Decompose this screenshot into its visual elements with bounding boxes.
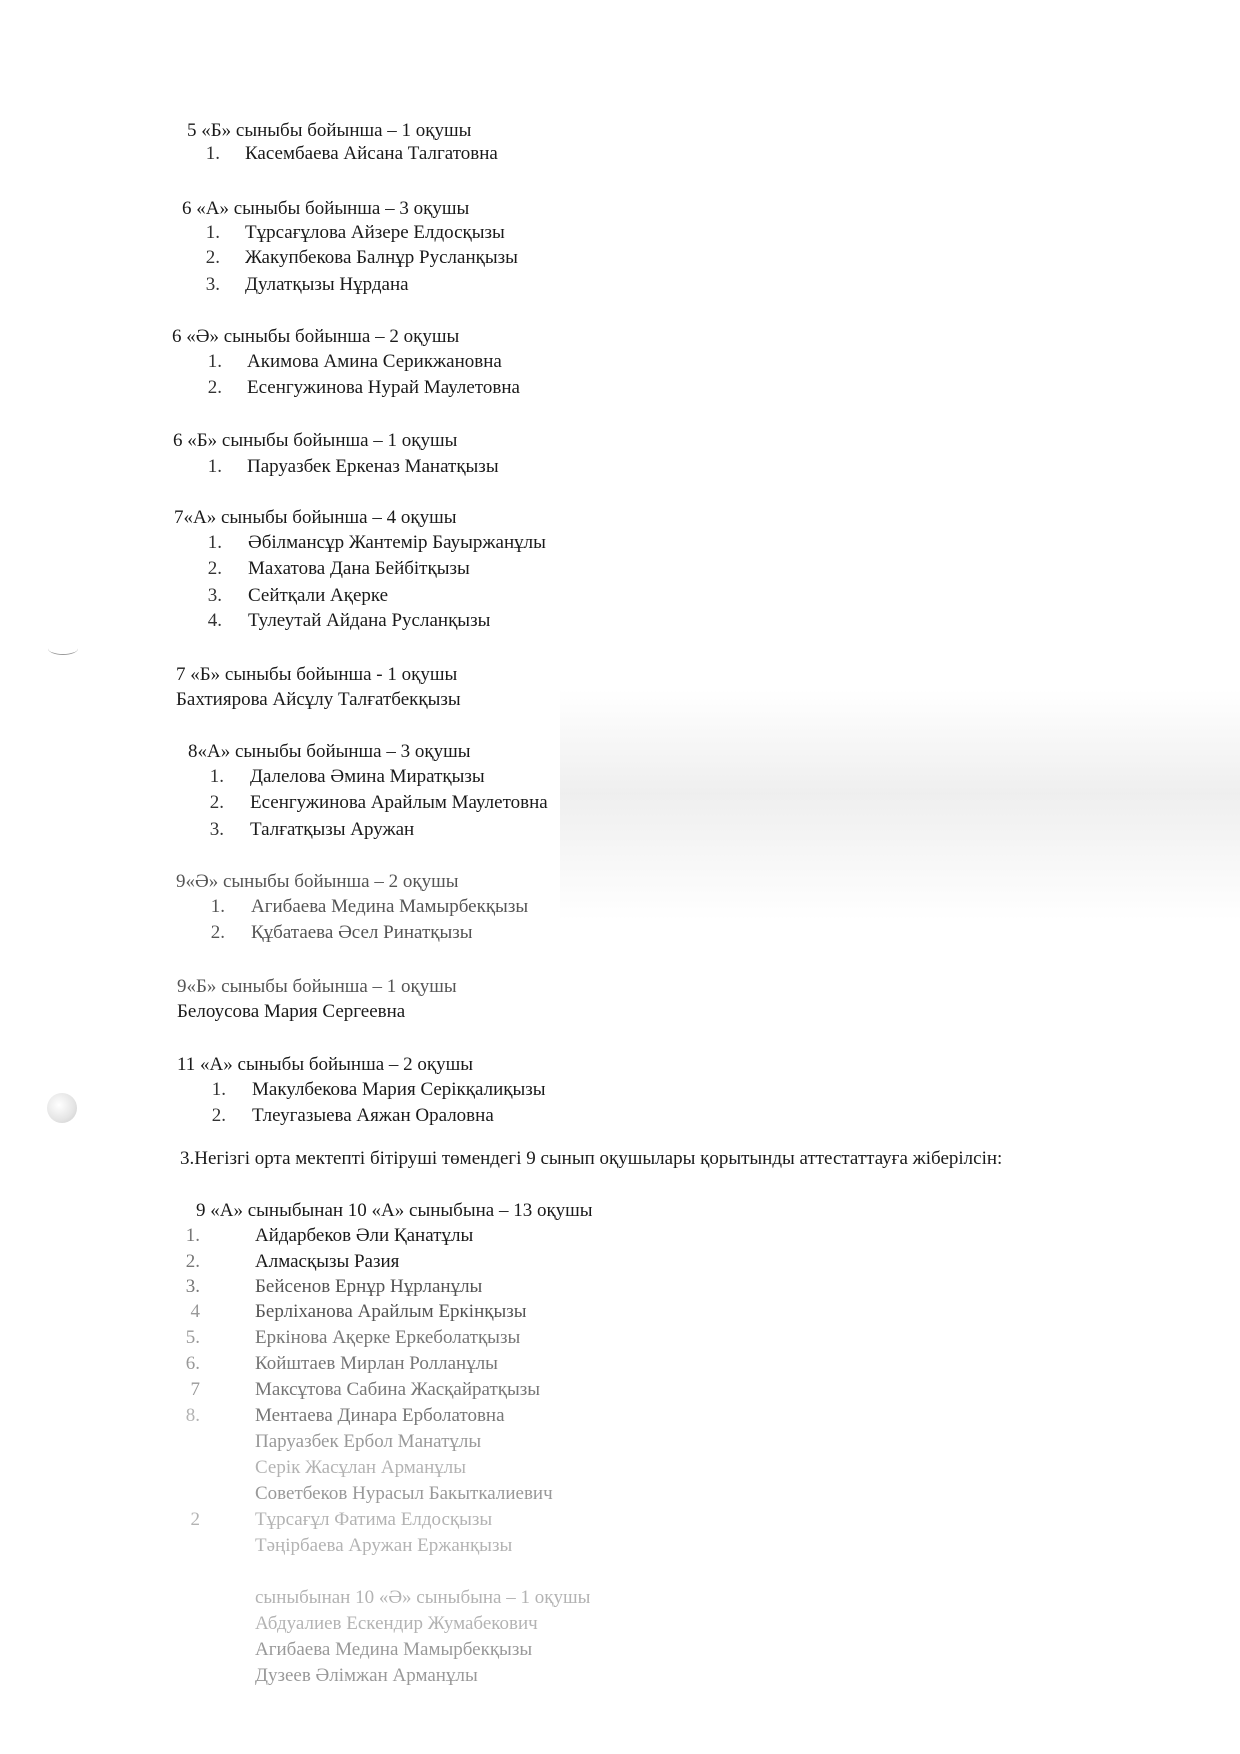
student-name: Тулеутай Айдана Русланқызы bbox=[248, 610, 491, 631]
student-name: Тұрсағұл Фатима Елдосқызы bbox=[255, 1509, 493, 1530]
student-name: Паруазбек Ербол Манатұлы bbox=[255, 1431, 482, 1452]
paragraph-3: 3.Негізгі орта мектепті бітіруші төмендегі 9 сынып оқушылары қорытынды аттестаттауға жіберілсін: bbox=[180, 1148, 1003, 1169]
punch-hole-mark bbox=[48, 642, 78, 655]
student-name: Белоусова Мария Сергеевна bbox=[177, 1001, 406, 1022]
section-heading: 11 «А» сыныбы бойынша – 2 оқушы bbox=[177, 1054, 474, 1075]
section-heading: 9«Б» сыныбы бойынша – 1 оқушы bbox=[177, 976, 457, 997]
group-heading: 9 «А» сыныбынан 10 «А» сыныбына – 13 оқушы bbox=[196, 1200, 593, 1221]
student-name: Акимова Амина Серикжановна bbox=[247, 351, 502, 372]
list-number: 1. bbox=[210, 896, 225, 917]
list-number: 2 bbox=[190, 1509, 200, 1530]
student-name: Максұтова Сабина Жасқайратқызы bbox=[255, 1379, 541, 1400]
list-number: 8. bbox=[185, 1405, 200, 1426]
student-name: Есенгужинова Арайлым Маулетовна bbox=[250, 792, 548, 813]
list-number: 6. bbox=[185, 1353, 200, 1374]
student-name: Жакупбекова Балнұр Русланқызы bbox=[245, 247, 518, 268]
list-number: 7 bbox=[190, 1379, 200, 1400]
list-number: 2. bbox=[210, 922, 225, 943]
list-number: 1. bbox=[207, 456, 222, 477]
list-number: 4 bbox=[190, 1301, 200, 1322]
list-number: 1. bbox=[209, 766, 224, 787]
student-name: Талғатқызы Аружан bbox=[250, 819, 415, 840]
student-name: Бейсенов Ернұр Нұрланұлы bbox=[255, 1276, 483, 1297]
student-name: Паруазбек Еркеназ Манатқызы bbox=[247, 456, 499, 477]
list-number: 2. bbox=[207, 558, 222, 579]
list-number: 3. bbox=[209, 819, 224, 840]
list-number: 1. bbox=[207, 532, 222, 553]
section-heading: 6 «Ә» сыныбы бойынша – 2 оқушы bbox=[172, 326, 460, 347]
student-name: Далелова Әмина Миратқызы bbox=[250, 766, 485, 787]
student-name: Серік Жасұлан Арманұлы bbox=[255, 1457, 467, 1478]
student-name: Алмасқызы Разия bbox=[255, 1251, 400, 1272]
student-name: Бахтиярова Айсұлу Талғатбекқызы bbox=[176, 689, 461, 710]
student-name: Тәңірбаева Аружан Ержанқызы bbox=[255, 1535, 513, 1556]
section-heading: 7 «Б» сыныбы бойынша - 1 оқушы bbox=[176, 664, 458, 685]
section-heading: 8«А» сыныбы бойынша – 3 оқушы bbox=[188, 741, 471, 762]
list-number: 3. bbox=[185, 1276, 200, 1297]
student-name: Ментаева Динара Ерболатовна bbox=[255, 1405, 505, 1426]
list-number: 1. bbox=[205, 222, 220, 243]
student-name: Сейтқали Ақерке bbox=[248, 585, 389, 606]
section-heading: 6 «А» сыныбы бойынша – 3 оқушы bbox=[182, 198, 470, 219]
list-number: 5. bbox=[185, 1327, 200, 1348]
student-name: Есенгужинова Нурай Маулетовна bbox=[247, 377, 520, 398]
student-name: Агибаева Медина Мамырбекқызы bbox=[251, 896, 529, 917]
scan-fade-shadow bbox=[560, 690, 1240, 920]
student-name: Дулатқызы Нұрдана bbox=[245, 274, 409, 295]
list-number: 2. bbox=[185, 1251, 200, 1272]
student-name: Касембаева Айсана Талгатовна bbox=[245, 143, 498, 164]
list-number: 2. bbox=[207, 377, 222, 398]
student-name: Әбілмансұр Жантемір Бауыржанұлы bbox=[248, 532, 546, 553]
list-number: 1. bbox=[205, 143, 220, 164]
list-number: 1. bbox=[207, 351, 222, 372]
student-name: Дузеев Әлімжан Арманұлы bbox=[255, 1665, 478, 1686]
student-name: Койштаев Мирлан Ролланұлы bbox=[255, 1353, 498, 1374]
list-number: 2. bbox=[211, 1105, 226, 1126]
list-number: 3. bbox=[205, 274, 220, 295]
list-number: 2. bbox=[209, 792, 224, 813]
list-number: 4. bbox=[207, 610, 222, 631]
section-heading: 6 «Б» сыныбы бойынша – 1 оқушы bbox=[173, 430, 458, 451]
student-name: Еркінова Ақерке Еркеболатқызы bbox=[255, 1327, 521, 1348]
punch-hole bbox=[47, 1093, 77, 1123]
group-heading: сыныбынан 10 «Ә» сыныбына – 1 оқушы bbox=[255, 1587, 591, 1608]
student-name: Агибаева Медина Мамырбекқызы bbox=[255, 1639, 533, 1660]
list-number: 1. bbox=[185, 1225, 200, 1246]
section-heading: 9«Ә» сыныбы бойынша – 2 оқушы bbox=[176, 871, 459, 892]
list-number: 1. bbox=[211, 1079, 226, 1100]
student-name: Советбеков Нурасыл Бакыткалиевич bbox=[255, 1483, 553, 1504]
list-number: 3. bbox=[207, 585, 222, 606]
student-name: Тұрсағұлова Айзере Елдосқызы bbox=[245, 222, 505, 243]
list-number: 2. bbox=[205, 247, 220, 268]
student-name: Абдуалиев Ескендир Жумабекович bbox=[255, 1613, 538, 1634]
student-name: Махатова Дана Бейбітқызы bbox=[248, 558, 470, 579]
student-name: Айдарбеков Әли Қанатұлы bbox=[255, 1225, 474, 1246]
student-name: Құбатаева Әсел Ринатқызы bbox=[251, 922, 473, 943]
student-name: Макулбекова Мария Серікқалиқызы bbox=[252, 1079, 546, 1100]
student-name: Берліханова Арайлым Еркінқызы bbox=[255, 1301, 527, 1322]
section-heading: 7«А» сыныбы бойынша – 4 оқушы bbox=[174, 507, 457, 528]
section-heading: 5 «Б» сыныбы бойынша – 1 оқушы bbox=[187, 120, 472, 141]
student-name: Тлеугазыева Аяжан Ораловна bbox=[252, 1105, 494, 1126]
